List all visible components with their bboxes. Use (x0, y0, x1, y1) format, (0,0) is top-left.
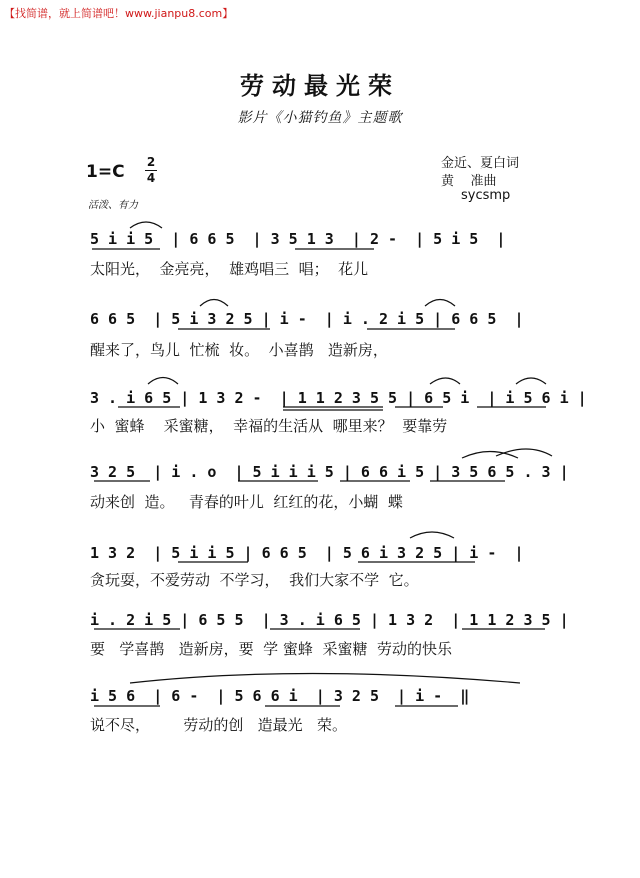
slur-mark (130, 222, 162, 228)
notes-line: 6 6 5 | 5 i 3 2 5 | i - | i . 2 i 5 | 6 6 5 | (90, 310, 524, 328)
notes-line: 1 3 2 | 5 i i 5 | 6 6 5 | 5 6 i 3 2 5 | i - | (90, 544, 524, 562)
song-subtitle: 影片《小猫钓鱼》主题歌 (237, 110, 403, 126)
notes-line: 3 . i 6 5 | 1 3 2 - | 1 1 2 3 5 5 | 6 5 i | i 5 6 i | (90, 389, 587, 407)
slur-mark (200, 300, 228, 307)
site-banner[interactable]: 【找简谱，就上简谱吧！www.jianpu8.com】 (4, 7, 234, 20)
meter-bottom: 4 (146, 171, 156, 185)
slur-mark (148, 378, 178, 385)
uploader-name: sycsmp (461, 188, 511, 203)
slur-mark (410, 532, 454, 538)
lyrics-line: 动来创 造。 青春的叶儿 红红的花，小蝴 蝶 (90, 493, 403, 511)
slur-mark (425, 300, 455, 307)
notes-line: 3 2 5 | i . o | 5 i i i 5 | 6 6 i 5 | 3 5 6 5 . 3 | (90, 463, 569, 481)
lyrics-line: 贪玩耍，不爱劳动 不学习， 我们大家不学 它。 (90, 571, 419, 589)
notes-line: 5 i i 5 | 6 6 5 | 3 5 1 3 | 2 - | 5 i 5 | (90, 230, 506, 248)
lyrics-line: 太阳光， 金亮亮， 雄鸡唱三 唱； 花儿 (90, 260, 369, 278)
lyrics-line: 说不尽， 劳动的创 造最光 荣。 (90, 716, 347, 734)
notes-line: i 5 6 | 6 - | 5 6 6 i | 3 2 5 | i - ‖ (90, 687, 470, 705)
slur-mark (430, 378, 460, 384)
lyrics-line: 要 学喜鹊 造新房，要 学 蜜蜂 采蜜糖 劳动的快乐 (90, 640, 452, 658)
composer-credit: 黄 准曲 (441, 174, 497, 189)
lyrics-line: 醒来了，鸟儿 忙梳 妆。 小喜鹊 造新房， (90, 341, 388, 359)
key-signature: 1=C (86, 162, 125, 182)
slur-mark (130, 674, 520, 684)
slur-mark (496, 449, 552, 456)
notes-line: i . 2 i 5 | 6 5 5 | 3 . i 6 5 | 1 3 2 | 1 1 2 3 5 | (90, 611, 569, 629)
song-title: 劳动最光荣 (240, 71, 400, 100)
meter-top: 2 (146, 155, 156, 169)
slur-mark (462, 452, 518, 459)
slur-mark (516, 378, 546, 384)
lyrics-line: 小 蜜蜂 采蜜糖， 幸福的生活从 哪里来？ 要靠劳 (90, 417, 448, 435)
tempo-marking: 活泼、有力 (88, 200, 138, 211)
lyricist-credit: 金近、夏白词 (441, 156, 520, 171)
